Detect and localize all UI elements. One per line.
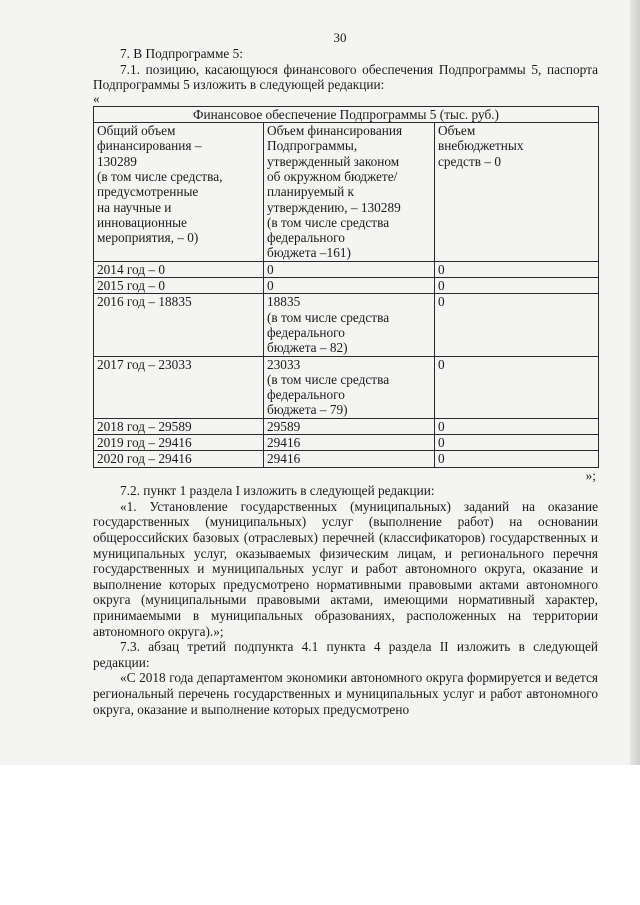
row-offbudget: 0 [435, 294, 599, 356]
item-7-3: 7.3. абзац третий подпункта 4.1 пункта 4 раздела II изложить в следующей редакции: [93, 639, 598, 670]
table-header-row [94, 123, 599, 262]
row-year: 2018 год – 29589 [94, 418, 264, 434]
row-year: 2017 год – 23033 [94, 356, 264, 418]
item-7-1: 7.1. позицию, касающуюся финансового обеспечения Подпрограммы 5, паспорта Подпрограммы 5 изложить в следующей редакции: [93, 61, 598, 93]
row-offbudget: 0 [435, 418, 599, 434]
document-body [93, 46, 598, 717]
row-budget: 29416 [264, 435, 435, 451]
row-budget: 23033 (в том числе средства федерального бюджета – 79) [264, 356, 435, 418]
row-budget: 29416 [264, 451, 435, 467]
row-offbudget: 0 [435, 435, 599, 451]
row-year: 2014 год – 0 [94, 261, 264, 277]
row-budget: 0 [264, 261, 435, 277]
financing-table [93, 106, 599, 468]
table-row [94, 261, 599, 277]
row-offbudget: 0 [435, 261, 599, 277]
table-caption: Финансовое обеспечение Подпрограммы 5 (тыс. руб.) [94, 106, 599, 122]
row-offbudget: 0 [435, 278, 599, 294]
item-7-3-text: «С 2018 года департаментом экономики автономного округа формируется и ведется региональный перечень государственных и муниципальных услуг и работ автономного округа, оказание и выполнение которых предусмотрено [93, 670, 598, 717]
row-year: 2015 год – 0 [94, 278, 264, 294]
item-7-2: 7.2. пункт 1 раздела I изложить в следующей редакции: [120, 483, 435, 499]
header-budget: Объем финансирования Подпрограммы, утвержденный законом об окружном бюджете/ планируемый к утверждению, – 130289 (в том числе средства федерального бюджета –161) [264, 123, 435, 262]
row-offbudget: 0 [435, 356, 599, 418]
close-quote: »; [585, 467, 596, 483]
row-year: 2016 год – 18835 [94, 294, 264, 356]
row-offbudget: 0 [435, 451, 599, 467]
open-quote: « [93, 90, 100, 106]
header-total: Общий объем финансирования – 130289 (в том числе средства, предусмотренные на научные и инновационные мероприятия, – 0) [94, 123, 264, 262]
row-year: 2020 год – 29416 [94, 451, 264, 467]
table-row [94, 294, 599, 356]
scan-edge-shadow [630, 0, 640, 765]
page-number: 30 [333, 30, 347, 45]
row-year: 2019 год – 29416 [94, 435, 264, 451]
table-row [94, 356, 599, 418]
row-budget: 29589 [264, 418, 435, 434]
item-7-2-text: «1. Установление государственных (муниципальных) заданий на оказание государственных (муниципальных) услуг (выполнение работ) на основании общероссийских базовых (отраслевых) перечней (классификаторов) государственных и муниципальных услуг, оказываемых физическим лицам, и регионального перечня государственных и муниципальных услуг и работ автономного округа, оказание и выполнение которых предусмотрено нормативными правовыми актами автономного округа (муниципальными правовыми актами, имеющими нормативный характер, принимаемыми в муниципальных образованиях, расположенных на территории автономного округа).»; [93, 498, 598, 639]
row-budget: 18835 (в том числе средства федерального бюджета – 82) [264, 294, 435, 356]
section-heading: 7. В Подпрограмме 5: [120, 46, 243, 61]
table-row [94, 451, 599, 467]
row-budget: 0 [264, 278, 435, 294]
header-offbudget: Объем внебюджетных средств – 0 [435, 123, 599, 262]
table-row [94, 278, 599, 294]
table-row [94, 435, 599, 451]
table-row [94, 418, 599, 434]
